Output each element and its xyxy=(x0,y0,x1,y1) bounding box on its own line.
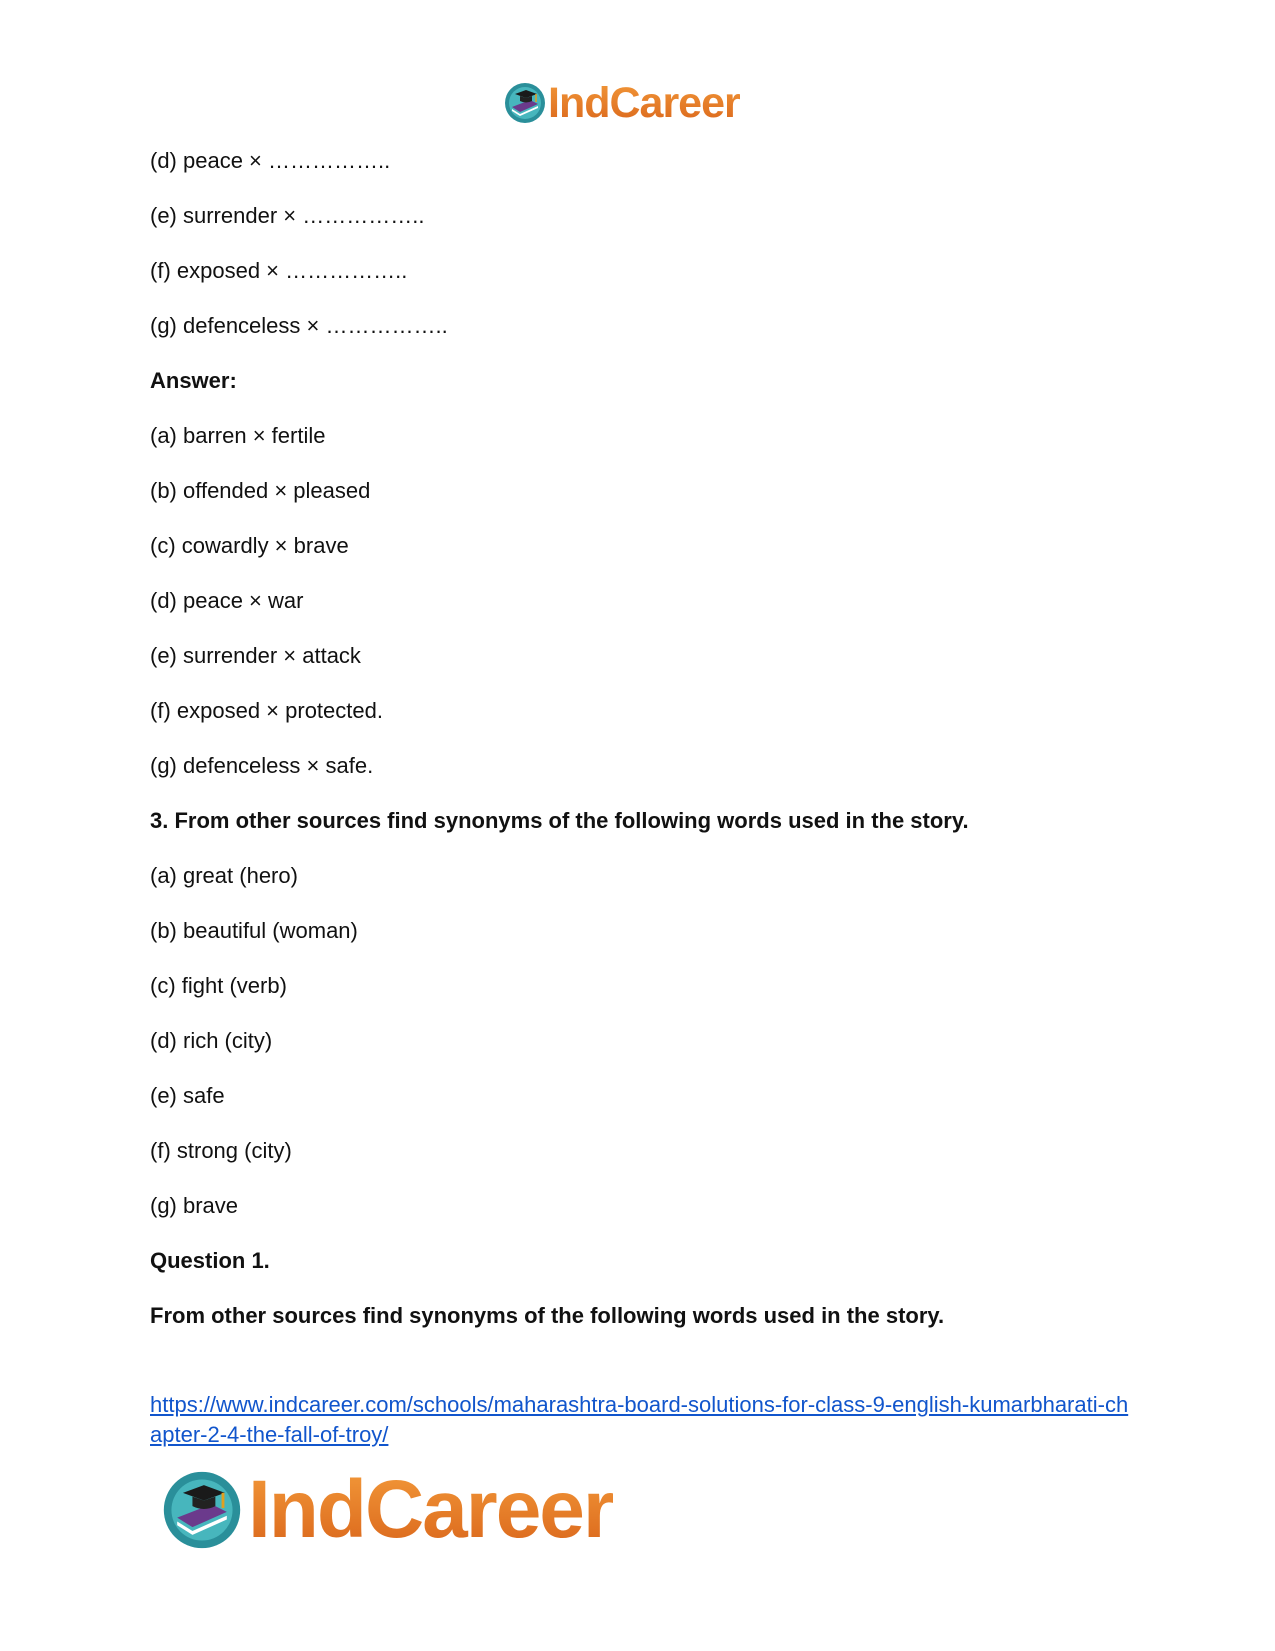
text-line: (b) beautiful (woman) xyxy=(150,918,358,943)
text-line: (e) surrender × …………….. xyxy=(150,203,425,228)
text-line: (e) safe xyxy=(150,1083,225,1108)
text-line: (f) exposed × …………….. xyxy=(150,258,408,283)
text-line: (g) brave xyxy=(150,1193,239,1218)
graduation-book-icon xyxy=(503,81,547,125)
text-line: (d) peace × war xyxy=(150,588,304,613)
text-line: (d) peace × …………….. xyxy=(150,148,391,173)
answer-heading: Answer: xyxy=(150,368,237,393)
brand-name: IndCareer xyxy=(548,79,740,127)
question-number-heading: Question 1. xyxy=(150,1248,270,1273)
text-line: (g) defenceless × …………….. xyxy=(150,313,448,338)
text-line: (a) barren × fertile xyxy=(150,423,326,448)
brand-name: IndCareer xyxy=(248,1464,613,1555)
footer-logo xyxy=(160,1465,613,1555)
text-line: (c) cowardly × brave xyxy=(150,533,349,558)
document-body xyxy=(150,147,1130,1357)
text-line: (f) exposed × protected. xyxy=(150,698,383,723)
graduation-book-icon xyxy=(160,1468,244,1552)
text-line: (a) great (hero) xyxy=(150,863,298,888)
source-link[interactable]: https://www.indcareer.com/schools/maharashtra-board-solutions-for-class-9-english-kumarbharati-chapter-2-4-the-fall-of-troy/ xyxy=(150,1392,1129,1447)
text-line: (f) strong (city) xyxy=(150,1138,292,1163)
text-line: (g) defenceless × safe. xyxy=(150,753,374,778)
question-heading: 3. From other sources find synonyms of the following words used in the story. xyxy=(150,808,969,833)
text-line: (d) rich (city) xyxy=(150,1028,273,1053)
text-line: (e) surrender × attack xyxy=(150,643,361,668)
text-line: (b) offended × pleased xyxy=(150,478,371,503)
header-logo xyxy=(503,78,740,128)
text-line: (c) fight (verb) xyxy=(150,973,287,998)
question-heading: From other sources find synonyms of the following words used in the story. xyxy=(150,1303,945,1328)
